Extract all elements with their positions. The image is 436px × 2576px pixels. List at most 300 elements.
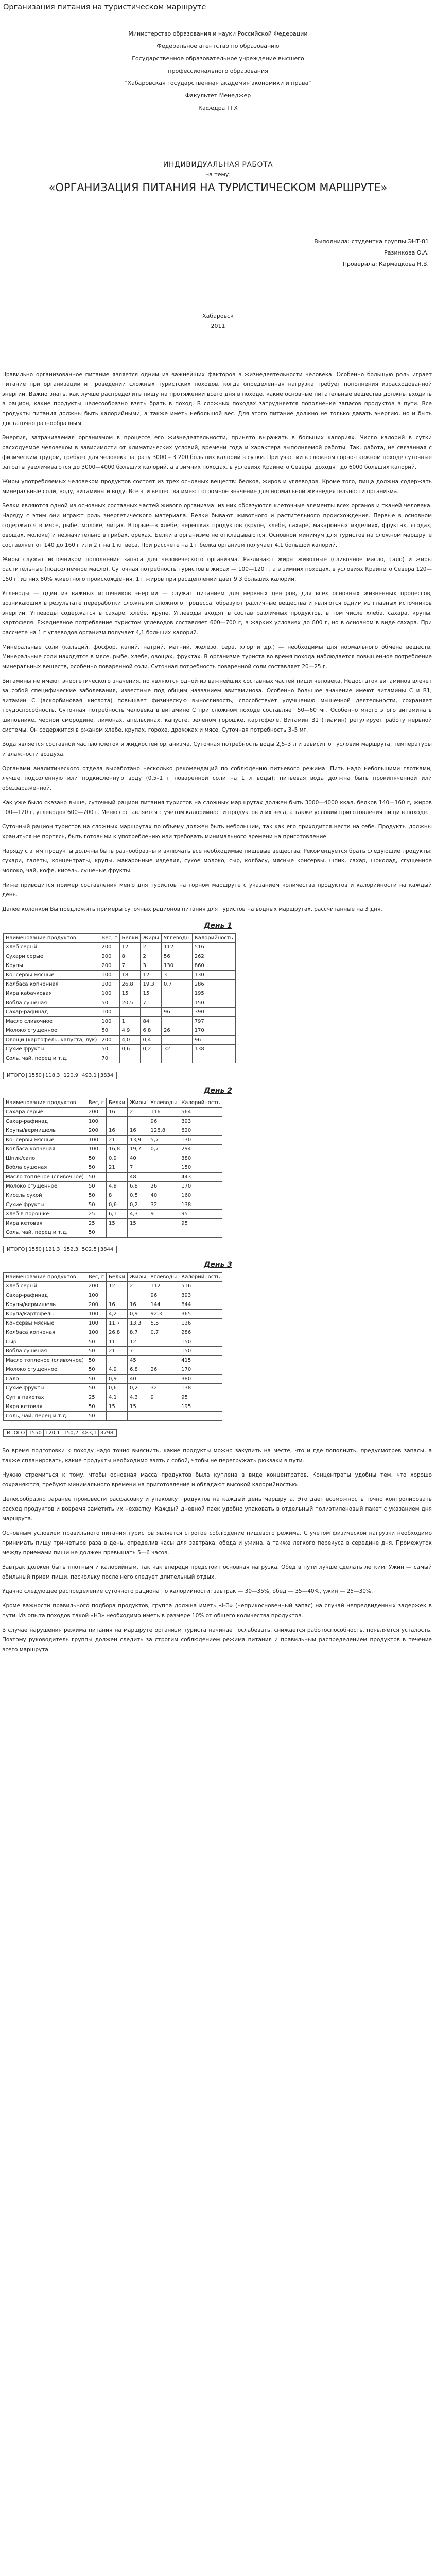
table-cell: 160 (179, 1191, 222, 1200)
paragraph: Энергия, затрачиваемая организмом в процессе его жизнедеятельности, принято выражать в больших калориях. Число калорий в сутки расходуемое человеком в зависимости от климатических условий, времени года и характера выполняемой работы. Так, работа, не связанная с физическим трудом, требует для человека затрату 3000 – 3 200 больших калорий в сутки. При участии в сложном горно-таежном походе суточные затраты увеличиваются до 3000—4000 больших калорий, а в зимних походах, в условиях Крайнего Севера, доходят до 6000 больших калорий. (2, 435, 432, 470)
table-cell: 150 (179, 1347, 222, 1356)
table-cell: 21 (107, 1136, 128, 1145)
table-cell: 0,6 (107, 1384, 128, 1393)
table-cell: 564 (179, 1108, 222, 1117)
table-cell: 200 (99, 952, 119, 961)
table-cell: 195 (179, 1402, 222, 1412)
table-cell: 56 (161, 952, 192, 961)
table-cell: Вобла сушеная (4, 998, 99, 1008)
menu-days (0, 922, 436, 1437)
table-cell: 6,8 (141, 1026, 162, 1036)
table-cell: 200 (86, 1282, 106, 1291)
table-row (4, 1117, 222, 1126)
table-cell: 8 (107, 1191, 128, 1200)
total-cell: 120,1 (44, 1430, 62, 1436)
table-cell: 415 (179, 1356, 222, 1365)
author-line: Выполнила: студентка группы ЭНТ-81 (314, 238, 429, 245)
author-block (0, 236, 436, 270)
header-line: Министерство образования и науки Российской Федерации (128, 30, 308, 37)
table-cell: Кисель сухой (4, 1191, 86, 1200)
city: Хабаровск (202, 313, 234, 319)
table-cell: 797 (192, 1017, 235, 1026)
table-cell: 2 (141, 952, 162, 961)
table-cell: 200 (99, 943, 119, 952)
table-cell: Масло топленое (сливочное) (4, 1356, 86, 1365)
table-cell: 8 (119, 952, 141, 961)
table-cell: 100 (86, 1328, 106, 1337)
author-line: Разинкова О.А. (384, 249, 429, 256)
header-line: Государственное образовательное учреждение высшего (132, 55, 304, 62)
table-row (4, 1136, 222, 1145)
table-row (4, 1054, 236, 1063)
column-header: Углеводы (148, 1098, 179, 1108)
table-cell (161, 989, 192, 998)
table-cell (148, 1347, 179, 1356)
table-row (4, 1228, 222, 1238)
table-cell: 12 (119, 943, 141, 952)
table-cell: 96 (192, 1036, 235, 1045)
table-row (4, 989, 236, 998)
header-line: Кафедра ТГХ (198, 105, 238, 111)
table-cell: 50 (86, 1412, 106, 1421)
total-cell: 1550 (27, 1430, 43, 1436)
table-cell: 15 (127, 1402, 148, 1412)
table-cell: 16 (127, 1126, 148, 1136)
table-cell: 100 (86, 1319, 106, 1328)
table-cell: 12 (141, 971, 162, 980)
table-cell: Молоко сгущенное (4, 1182, 86, 1191)
column-header: Калорийность (192, 934, 235, 943)
total-row (3, 1429, 117, 1437)
table-cell: 0,6 (107, 1200, 128, 1210)
paragraph: Во время подготовки к походу надо точно выяснить, какие продукты можно закупить на месте, что и где пополнить, предусмотрев запасы, а также спланировать, какие продукты необходимо взять с собой, чтобы не перегружать рюкзаки в пути. (2, 1448, 432, 1464)
city-year (0, 311, 436, 331)
column-header: Жиры (141, 934, 162, 943)
table-cell: 7 (127, 1347, 148, 1356)
table-cell: Сухие фрукты (4, 1045, 99, 1054)
table-cell: 2 (141, 943, 162, 952)
table-cell: Соль, чай, перец и т.д. (4, 1054, 99, 1063)
table-cell: Сахар-рафинад (4, 1291, 86, 1300)
table-cell: 12 (127, 1337, 148, 1347)
table-cell (192, 1054, 235, 1063)
table-cell: 443 (179, 1173, 222, 1182)
paragraph: Удачно следующее распределение суточного рациона по калорийности: завтрак — 30—35%, обед — 35—40%, ужин — 25—30%. (2, 1588, 373, 1595)
total-cell: 3798 (100, 1430, 114, 1436)
column-header: Вес, г (86, 1098, 106, 1108)
day-block (0, 1261, 436, 1437)
total-cell: 483,1 (80, 1430, 99, 1436)
table-cell: 15 (141, 989, 162, 998)
table-cell: 5,7 (148, 1136, 179, 1145)
table-row (4, 1017, 236, 1026)
table-cell (141, 1054, 162, 1063)
table-cell (107, 1117, 128, 1126)
column-header: Вес, г (86, 1273, 106, 1282)
table-cell: 16 (127, 1300, 148, 1310)
paragraph: Белки являются одной из основных составных частей живого организма: из них образуются клеточные элементы всех органов и тканей человека. Наряду с этим они играют роль энергетического материала. Белки бывают животного и растительного происхождения. Первые в основном содержатся в мясе, рыбе, молоке, яйцах. Вторые—в хлебе, черешках продуктов (крупе, хлебе, сахаре, макаронных изделиях, фруктах, ягодах, овощах, молоке) и незначительно в грибах, орехах. Белки в организме не откладываются. Основной минимум для туристов на сложном маршруте составляет от 140 до 160 г или 2 г на 1 кг веса. При рассчете на 1 г белка организм получает 4,1 большой калорий. (2, 503, 432, 548)
table-cell: 860 (192, 961, 235, 971)
table-cell: 100 (99, 1008, 119, 1017)
menu-table (3, 933, 236, 1063)
table-cell: 12 (107, 1282, 128, 1291)
table-cell: Крупы/вермишель (4, 1126, 86, 1136)
column-header: Наименование продуктов (4, 1098, 86, 1108)
table-cell: 50 (86, 1356, 106, 1365)
table-cell: 4,1 (107, 1393, 128, 1402)
table-cell: 286 (179, 1328, 222, 1337)
table-cell: 26 (148, 1365, 179, 1375)
table-cell: 50 (86, 1337, 106, 1347)
table-cell: 40 (148, 1191, 179, 1200)
table-cell: 2 (127, 1108, 148, 1117)
paragraph: Как уже было сказано выше, суточный рацион питания туристов на сложных маршрутах должен быть 3000—4000 ккал, белков 140—160 г, жиров 100—120 г, углеводов 600—700 г. Меню составляется с учетом калорийности продуктов и их веса, а также условий приготовления пищи в походе. (2, 800, 432, 816)
table-cell: Суп в пакетах (4, 1393, 86, 1402)
column-header: Белки (107, 1098, 128, 1108)
paragraph: Минеральные соли (кальций, фосфор, калий, натрий, магний, железо, сера, хлор и др.) — необходимы для нормального обмена веществ. Минеральные соли находятся в мясе, рыбе, хлебе, овощах, фруктах. В организме туриста во время похода наблюдается повышенное потребление минеральных веществ, особенно поваренной соли. Суточная потребность поваренной соли составляет 20—25 г. (2, 644, 432, 670)
table-cell: 32 (161, 1045, 192, 1054)
table-cell: 50 (86, 1347, 106, 1356)
table-cell: 0,7 (161, 980, 192, 989)
table-cell: 144 (148, 1300, 179, 1310)
total-row (3, 1072, 117, 1079)
table-row (4, 1328, 222, 1337)
table-cell (127, 1412, 148, 1421)
table-cell: Сыр (4, 1337, 86, 1347)
table-cell: 32 (148, 1200, 179, 1210)
table-cell: 50 (99, 998, 119, 1008)
table-cell: 130 (179, 1136, 222, 1145)
table-cell: 150 (192, 998, 235, 1008)
table-row (4, 1191, 222, 1200)
table-cell: 26,8 (119, 980, 141, 989)
table-cell: Молоко сгущенное (4, 1026, 99, 1036)
table-cell: 16 (107, 1300, 128, 1310)
table-cell: 25 (86, 1210, 106, 1219)
table-row (4, 1163, 222, 1173)
paragraph: Углеводы — один из важных источников энергии — служат питанием для нервных центров, для всех основных жизненных процессов, возникающих в результате переработки сложными сложного процесса, образуют различные вещества и являются одним из главных источников энергии. Углеводы содержатся в сахаре, хлебе, крупе. Углеводы входят в состав различных продуктов, в том числе хлеба, сахара, крупы, картофеля. Ежедневное потребление туристом углеводов составляет 600—700 г, в жарких условиях до 800 г, но в основном в виде сахара. При рассчете на 1 г углеводов организм получает 4,1 больших калорий. (2, 590, 432, 636)
table-cell (161, 1017, 192, 1026)
table-row (4, 1173, 222, 1182)
table-cell: 393 (179, 1291, 222, 1300)
total-cell: 493,1 (80, 1073, 99, 1078)
table-cell: 20,5 (119, 998, 141, 1008)
table-cell: 136 (179, 1319, 222, 1328)
table-cell: 18 (119, 971, 141, 980)
table-cell: 16,8 (107, 1145, 128, 1154)
table-cell: 0,6 (119, 1045, 141, 1054)
table-cell: 200 (99, 1036, 119, 1045)
table-row (4, 1365, 222, 1375)
paragraph: Суточный рацион туристов на сложных маршрутах по объему должен быть небольшим, так как его приходится нести на себе. Продукты должны храниться не портясь, быть готовыми к употреблению или требовать минимального времени на приготовление. (2, 824, 432, 840)
table-cell: 4,2 (107, 1310, 128, 1319)
body-section-1 (0, 370, 436, 914)
total-cell: 1550 (27, 1073, 43, 1078)
table-cell: 7 (119, 961, 141, 971)
table-cell (148, 1228, 179, 1238)
total-cell: 118,3 (44, 1073, 62, 1078)
table-row (4, 1026, 236, 1036)
table-row (4, 1154, 222, 1163)
table-cell: 15 (107, 1402, 128, 1412)
table-cell: 11,7 (107, 1319, 128, 1328)
paragraph: Целесообразно заранее произвести расфасовку и упаковку продуктов на каждый день маршрута. Это дает возможность точно контролировать расход продуктов и вовремя заметить их нехватку. Каждый дневной паек удобно упаковать в отдельный полиэтиленовый пакет с указанием дня маршрута. (2, 1496, 432, 1522)
table-cell: 96 (161, 1008, 192, 1017)
table-cell: 0,4 (141, 1036, 162, 1045)
table-cell: 95 (179, 1219, 222, 1228)
table-cell: 95 (179, 1393, 222, 1402)
paragraph: В случае нарушения режима питания на маршруте организм туриста начинает ослабевать, снижается работоспособность, появляется усталость. Поэтому руководитель группы должен следить за строгим соблюдением режима питания и правильным распределением продуктов в течение всего маршрута. (2, 1627, 432, 1653)
table-cell: 100 (99, 989, 119, 998)
table-cell: Колбаса копченая (4, 1145, 86, 1154)
table-cell: 25 (86, 1219, 106, 1228)
table-cell: 4,3 (127, 1393, 148, 1402)
table-cell: 3 (141, 961, 162, 971)
table-cell: 21 (107, 1163, 128, 1173)
table-cell: 6,1 (107, 1210, 128, 1219)
table-cell: 19,3 (141, 980, 162, 989)
table-cell: 26,8 (107, 1328, 128, 1337)
table-cell: 50 (86, 1384, 106, 1393)
table-cell: 32 (148, 1384, 179, 1393)
table-cell: 112 (148, 1282, 179, 1291)
table-cell: Икра кетовая (4, 1402, 86, 1412)
paragraph: Жиры употребляемых человеком продуктов состоят из трех основных веществ: белков, жиров и углеводов. Кроме того, пища должна содержать минеральные соли, воду, витамины и воду. Все эти вещества имеют огромное значение для нормальной жизнедеятельности организма. (2, 479, 432, 495)
paragraph: Вода является составной частью клеток и жидкостей организма. Суточная потребность воды 2,5–3 л и зависит от условий маршрута, температуры и влажности воздуха. (2, 741, 432, 757)
total-cell: ИТОГО (5, 1430, 27, 1436)
table-row (4, 980, 236, 989)
table-cell: 150 (179, 1163, 222, 1173)
table-cell: Масло топленое (сливочное) (4, 1173, 86, 1182)
table-cell: Сахар-рафинад (4, 1117, 86, 1126)
table-cell: Овощи (картофель, капуста, лук) (4, 1036, 99, 1045)
table-cell: 170 (179, 1182, 222, 1191)
column-header: Калорийность (179, 1098, 222, 1108)
table-cell: 116 (148, 1108, 179, 1117)
table-cell: 2 (127, 1282, 148, 1291)
table-row (4, 1384, 222, 1393)
table-cell: 200 (99, 961, 119, 971)
table-cell: 130 (192, 971, 235, 980)
table-cell: 100 (99, 971, 119, 980)
table-cell: 0,5 (127, 1191, 148, 1200)
total-cell: 120,9 (62, 1073, 81, 1078)
table-cell: Шпик/сало (4, 1154, 86, 1163)
total-cell: 502,5 (80, 1247, 99, 1252)
menu-table (3, 1098, 222, 1238)
total-cell: ИТОГО (5, 1247, 27, 1252)
table-cell: 5,5 (148, 1319, 179, 1328)
paragraph: Органами аналитического отдела выработано несколько рекомендаций по соблюдению питьевого режима: Пить надо небольшими глотками, лучше подсоленную или подкисленную воду (0,5–1 г поваренной соли на 1 л воды); питьевая вода должна быть прокипяченной или обеззараженной. (2, 766, 432, 791)
table-cell: 516 (192, 943, 235, 952)
table-row (4, 1337, 222, 1347)
table-cell (107, 1228, 128, 1238)
table-cell (119, 1054, 141, 1063)
table-cell: 4,3 (127, 1210, 148, 1219)
table-cell: 45 (127, 1356, 148, 1365)
total-cell: ИТОГО (5, 1073, 27, 1078)
table-cell: 516 (179, 1282, 222, 1291)
table-cell (107, 1291, 128, 1300)
table-cell: 100 (86, 1291, 106, 1300)
table-cell: 200 (86, 1126, 106, 1136)
table-cell: Консервы мясные (4, 971, 99, 980)
column-header: Наименование продуктов (4, 934, 99, 943)
table-cell: 15 (127, 1219, 148, 1228)
table-cell: Крупа/картофель (4, 1310, 86, 1319)
table-cell: 13,3 (127, 1319, 148, 1328)
table-cell: 50 (86, 1200, 106, 1210)
table-cell: 100 (86, 1136, 106, 1145)
table-row (4, 1402, 222, 1412)
table-cell: 0,7 (148, 1328, 179, 1337)
column-header: Калорийность (179, 1273, 222, 1282)
table-cell: 100 (86, 1145, 106, 1154)
table-cell: 13,9 (127, 1136, 148, 1145)
table-cell: 50 (86, 1163, 106, 1173)
column-header: Наименование продуктов (4, 1273, 86, 1282)
column-header: Углеводы (161, 934, 192, 943)
table-row (4, 1291, 222, 1300)
day-title: День 1 (203, 922, 233, 930)
table-cell: Сухие фрукты (4, 1200, 86, 1210)
table-row (4, 1008, 236, 1017)
table-row (4, 1319, 222, 1328)
table-cell: 11 (107, 1337, 128, 1347)
table-cell: 26 (148, 1182, 179, 1191)
paragraph: Правильно организованное питание является одним из важнейших факторов в жизнедеятельности человека. Особенно большую роль играет питание при организации и проведении сложных туристских походов, когда определенная нагрузка требует пополнения израсходованной энергии. Важно знать, как лучше распределить пищу на протяжении всего дня в походе, какие основные питательные вещества должны входить в рацион, какие продукты целесообразно взять брать в поход. В сложных походах затрудняется пополнение запасов продуктов в пути. Все продукты питания должны быть калорийными, а также иметь небольшой вес. Для этого питание должно не только давать энергию, но и быть достаточно разнообразным. (2, 371, 432, 427)
table-cell: 1 (119, 1017, 141, 1026)
table-row (4, 1412, 222, 1421)
table-cell (141, 1008, 162, 1017)
column-header: Белки (119, 934, 141, 943)
paragraph: Далее колонкой Вы предложить примеры суточных рационов питания для туристов на водных маршрутах, рассчитанные на 3 дня. (2, 906, 382, 912)
table-cell: 844 (179, 1300, 222, 1310)
table-cell: 40 (127, 1375, 148, 1384)
paragraph: Завтрак должен быть плотным и калорийным, так как впереди предстоит основная нагрузка. Обед в пути лучше сделать легким. Ужин — самый обильный прием пищи, поскольку после него следует длительный отдых. (2, 1564, 432, 1580)
table-cell: Хлеб в порошке (4, 1210, 86, 1219)
table-cell: Крупы (4, 961, 99, 971)
total-cell: 3834 (100, 1073, 114, 1078)
table-cell: 25 (86, 1393, 106, 1402)
table-cell: 96 (148, 1291, 179, 1300)
table-cell: 4,9 (107, 1365, 128, 1375)
table-cell: Икра кетовая (4, 1219, 86, 1228)
table-cell: 4,9 (119, 1026, 141, 1036)
table-row (4, 1375, 222, 1384)
table-cell: 50 (86, 1228, 106, 1238)
table-cell: 50 (99, 1045, 119, 1054)
table-cell (107, 1412, 128, 1421)
table-cell: Соль, чай, перец и т.д. (4, 1228, 86, 1238)
table-cell: 150 (179, 1337, 222, 1347)
table-cell: 380 (179, 1154, 222, 1163)
table-cell: 50 (86, 1191, 106, 1200)
table-cell: Масло сливочное (4, 1017, 99, 1026)
total-cell: 3844 (100, 1247, 114, 1252)
table-cell (148, 1356, 179, 1365)
table-cell: Хлеб серый (4, 943, 99, 952)
table-cell: 50 (99, 1026, 119, 1036)
table-cell (148, 1163, 179, 1173)
table-cell: 393 (179, 1117, 222, 1126)
table-cell: 100 (99, 980, 119, 989)
table-cell (119, 1008, 141, 1017)
table-cell: 100 (99, 1017, 119, 1026)
table-cell: Сахар-рафинад (4, 1008, 99, 1017)
day-title: День 3 (203, 1261, 233, 1269)
table-cell: 100 (86, 1310, 106, 1319)
table-header-row (4, 1273, 222, 1282)
table-cell: 390 (192, 1008, 235, 1017)
table-cell: 3 (161, 971, 192, 980)
column-header: Углеводы (148, 1273, 179, 1282)
table-cell: Молоко сгущенное (4, 1365, 86, 1375)
page-title: Организация питания на туристическом маршруте (3, 3, 206, 11)
table-cell: Колбаса копченная (4, 980, 99, 989)
table-cell: 380 (179, 1375, 222, 1384)
table-row (4, 1300, 222, 1310)
reviewer-line: Проверила: Кармацкова Н.В. (342, 261, 429, 267)
table-cell: 286 (192, 980, 235, 989)
table-cell: 170 (179, 1365, 222, 1375)
day-title: День 2 (203, 1087, 233, 1095)
column-header: Жиры (127, 1273, 148, 1282)
table-cell: 130 (161, 961, 192, 971)
table-cell: 100 (86, 1117, 106, 1126)
table-cell: 820 (179, 1126, 222, 1136)
header-line: Факультет Менеджер (185, 92, 251, 99)
table-cell (179, 1228, 222, 1238)
table-cell: Вобла сушеная (4, 1163, 86, 1173)
table-cell: Колбаса копченая (4, 1328, 86, 1337)
table-cell: 21 (107, 1347, 128, 1356)
table-cell: 50 (86, 1173, 106, 1182)
table-cell (148, 1337, 179, 1347)
table-cell: 16 (107, 1108, 128, 1117)
table-cell (148, 1375, 179, 1384)
table-row (4, 1145, 222, 1154)
table-row (4, 1356, 222, 1365)
menu-table (3, 1272, 222, 1421)
paragraph: Основным условием правильного питания туристов является строгое соблюдение пищевого режима. С учетом физической нагрузки необходимо принимать пищу три-четыре раза в день, определив часы для завтрака, обеда и ужина, а также легкого перекуса в середине дня. Промежуток между приемами пищи не должен превышать 5—6 часов. (2, 1530, 432, 1556)
table-cell: 6,8 (127, 1365, 148, 1375)
table-cell: 0,2 (127, 1384, 148, 1393)
table-cell: 0,9 (107, 1154, 128, 1163)
table-row (4, 1108, 222, 1117)
table-cell: 0,9 (107, 1375, 128, 1384)
table-row (4, 1045, 236, 1054)
table-cell: Сухие фрукты (4, 1384, 86, 1393)
table-cell: 95 (179, 1210, 222, 1219)
table-cell: 7 (127, 1163, 148, 1173)
table-cell: 8,7 (127, 1328, 148, 1337)
table-cell: 200 (86, 1300, 106, 1310)
table-cell: 19,7 (127, 1145, 148, 1154)
table-cell: Икра кабачковая (4, 989, 99, 998)
table-cell: 7 (141, 998, 162, 1008)
table-cell: 50 (86, 1375, 106, 1384)
paragraph: Ниже приводится пример составления меню для туристов на горном маршруте с указанием количества продуктов и калорийности на каждый день. (2, 882, 432, 898)
column-header: Белки (107, 1273, 128, 1282)
table-cell: 92,3 (148, 1310, 179, 1319)
document-title: «ОРГАНИЗАЦИЯ ПИТАНИЯ НА ТУРИСТИЧЕСКОМ МАРШРУТЕ» (48, 181, 388, 194)
table-header-row (4, 1098, 222, 1108)
table-cell: 50 (86, 1154, 106, 1163)
total-row (3, 1246, 117, 1253)
paragraph: Нужно стремиться к тому, чтобы основная масса продуктов была куплена в виде концентратов. Концентраты удобны тем, что хорошо сохраняются, требуют минимального времени на приготовление и обладают высокой калорийностью. (2, 1472, 432, 1488)
table-row (4, 943, 236, 952)
